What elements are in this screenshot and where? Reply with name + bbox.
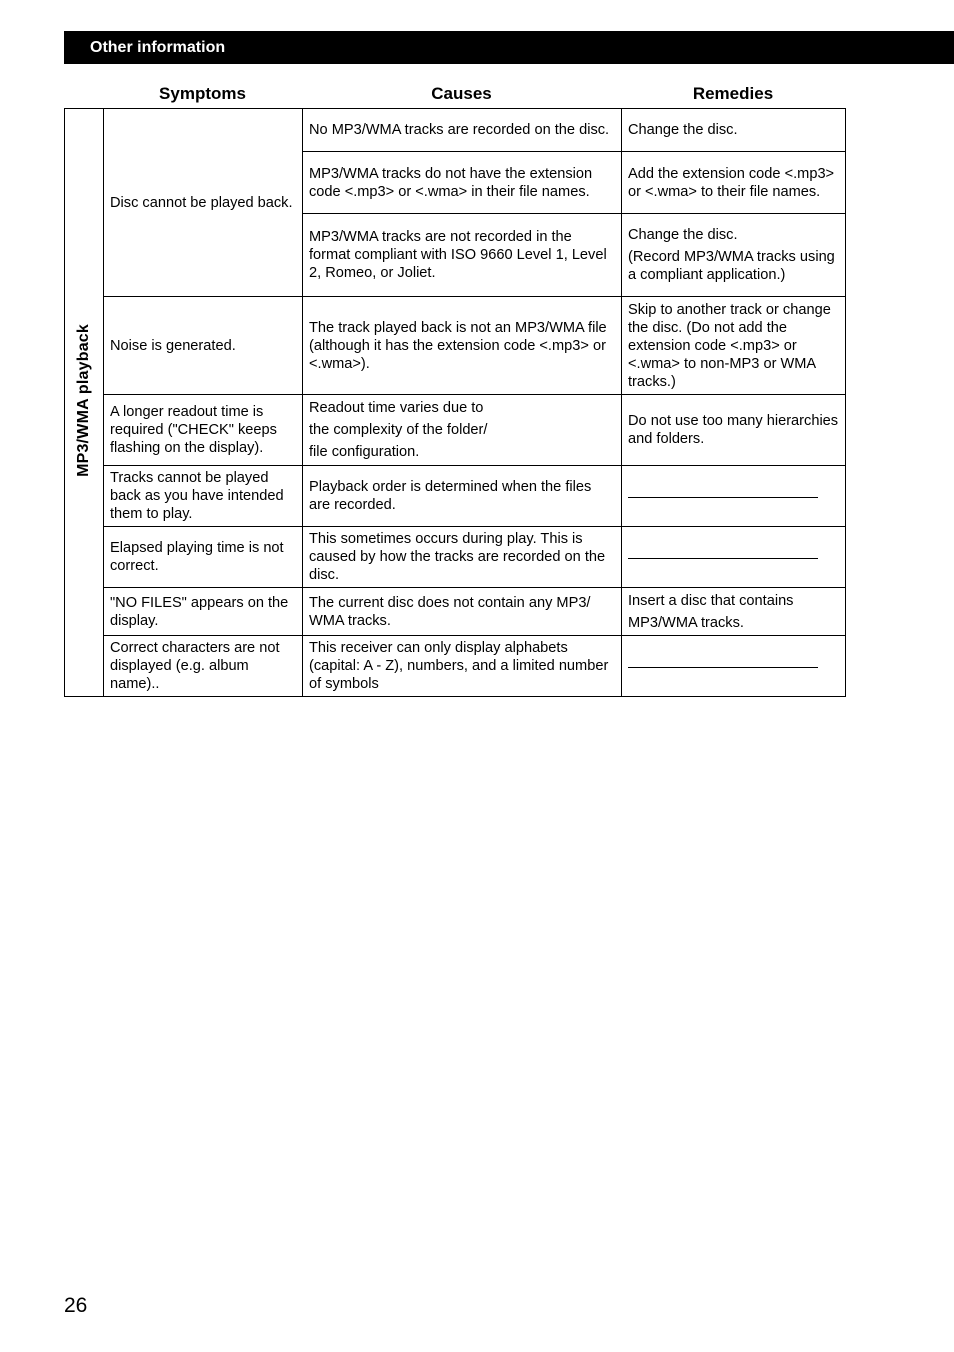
cause-cell	[303, 152, 622, 214]
table-row	[65, 109, 846, 152]
remedy-cell	[622, 152, 846, 214]
empty-remedy-dash	[628, 667, 818, 668]
empty-remedy-dash	[628, 558, 818, 559]
troubleshooting-table	[64, 108, 846, 697]
category-cell	[65, 109, 104, 697]
remedy-line: Change the disc.	[628, 227, 738, 243]
symptom-cell: "NO FILES" appears on the display.	[104, 588, 303, 636]
symptom-cell: A longer readout time is required ("CHECK" keeps flashing on the display).	[104, 395, 303, 466]
symptom-cell: Disc cannot be played back.	[104, 109, 303, 297]
cause-line: The current disc does not contain any MP3/ WMA tracks.	[309, 594, 591, 629]
cause-cell	[303, 214, 622, 297]
table-row	[65, 297, 846, 395]
cause-line: No MP3/WMA tracks are recorded on the disc.	[309, 122, 610, 138]
table-row	[65, 588, 846, 636]
cause-cell	[303, 588, 622, 636]
cause-cell	[303, 297, 622, 395]
remedy-line: MP3/WMA tracks.	[628, 614, 744, 631]
table-row	[65, 527, 846, 588]
empty-remedy-dash	[628, 497, 818, 498]
cause-line: MP3/WMA tracks do not have the extension code <.mp3> or <.wma> in their file names.	[309, 165, 593, 200]
table-row	[65, 395, 846, 466]
column-header-remedies: Remedies	[692, 84, 774, 103]
remedy-cell	[622, 527, 846, 588]
section-title: Other information	[90, 39, 226, 56]
table-row	[65, 466, 846, 527]
remedy-cell	[622, 214, 846, 297]
column-header-symptoms: Symptoms	[159, 84, 246, 103]
remedy-cell	[622, 588, 846, 636]
page-number: 26	[64, 1294, 88, 1317]
column-header-causes: Causes	[431, 84, 492, 103]
section-title-bar	[64, 31, 954, 64]
cause-cell	[303, 466, 622, 527]
table-row	[65, 636, 846, 697]
cause-cell	[303, 109, 622, 152]
cause-line: This receiver can only display alphabets (capital: A - Z), numbers, and a limited number of symbols	[309, 640, 609, 692]
category-label: MP3/WMA playback	[75, 323, 92, 477]
remedy-cell	[622, 297, 846, 395]
remedy-cell	[622, 636, 846, 697]
symptom-cell: Tracks cannot be played back as you have intended them to play.	[104, 466, 303, 527]
remedy-cell	[622, 109, 846, 152]
remedy-line: Add the extension code <.mp3> or <.wma> to their file names.	[628, 165, 835, 200]
remedy-cell	[622, 466, 846, 527]
cause-line: MP3/WMA tracks are not recorded in the format compliant with ISO 9660 Level 1, Level 2, Romeo, or Joliet.	[309, 229, 607, 281]
remedy-line: Insert a disc that contains	[628, 592, 794, 609]
cause-line: The track played back is not an MP3/WMA file (although it has the extension code <.mp3> or <.wma>).	[309, 319, 607, 372]
symptom-cell: Noise is generated.	[104, 297, 303, 395]
cause-cell	[303, 636, 622, 697]
remedy-line: Skip to another track or change the disc. (Do not add the extension code <.mp3> or <.wma> to non-MP3 or WMA tracks.)	[628, 301, 831, 390]
cause-line: file configuration.	[309, 444, 420, 460]
remedy-cell	[622, 395, 846, 466]
remedy-line: (Record MP3/WMA tracks using a compliant application.)	[628, 249, 835, 283]
cause-line: This sometimes occurs during play. This is caused by how the tracks are recorded on the disc.	[309, 531, 606, 583]
cause-line: Playback order is determined when the files are recorded.	[309, 479, 592, 513]
cause-line: the complexity of the folder/	[309, 422, 488, 438]
symptom-cell: Correct characters are not displayed (e.g. album name)..	[104, 636, 303, 697]
cause-line: Readout time varies due to	[309, 400, 484, 416]
remedy-line: Change the disc.	[628, 122, 738, 138]
cause-cell	[303, 527, 622, 588]
cause-cell	[303, 395, 622, 466]
remedy-line: Do not use too many hierarchies and folders.	[628, 413, 839, 447]
symptom-cell: Elapsed playing time is not correct.	[104, 527, 303, 588]
